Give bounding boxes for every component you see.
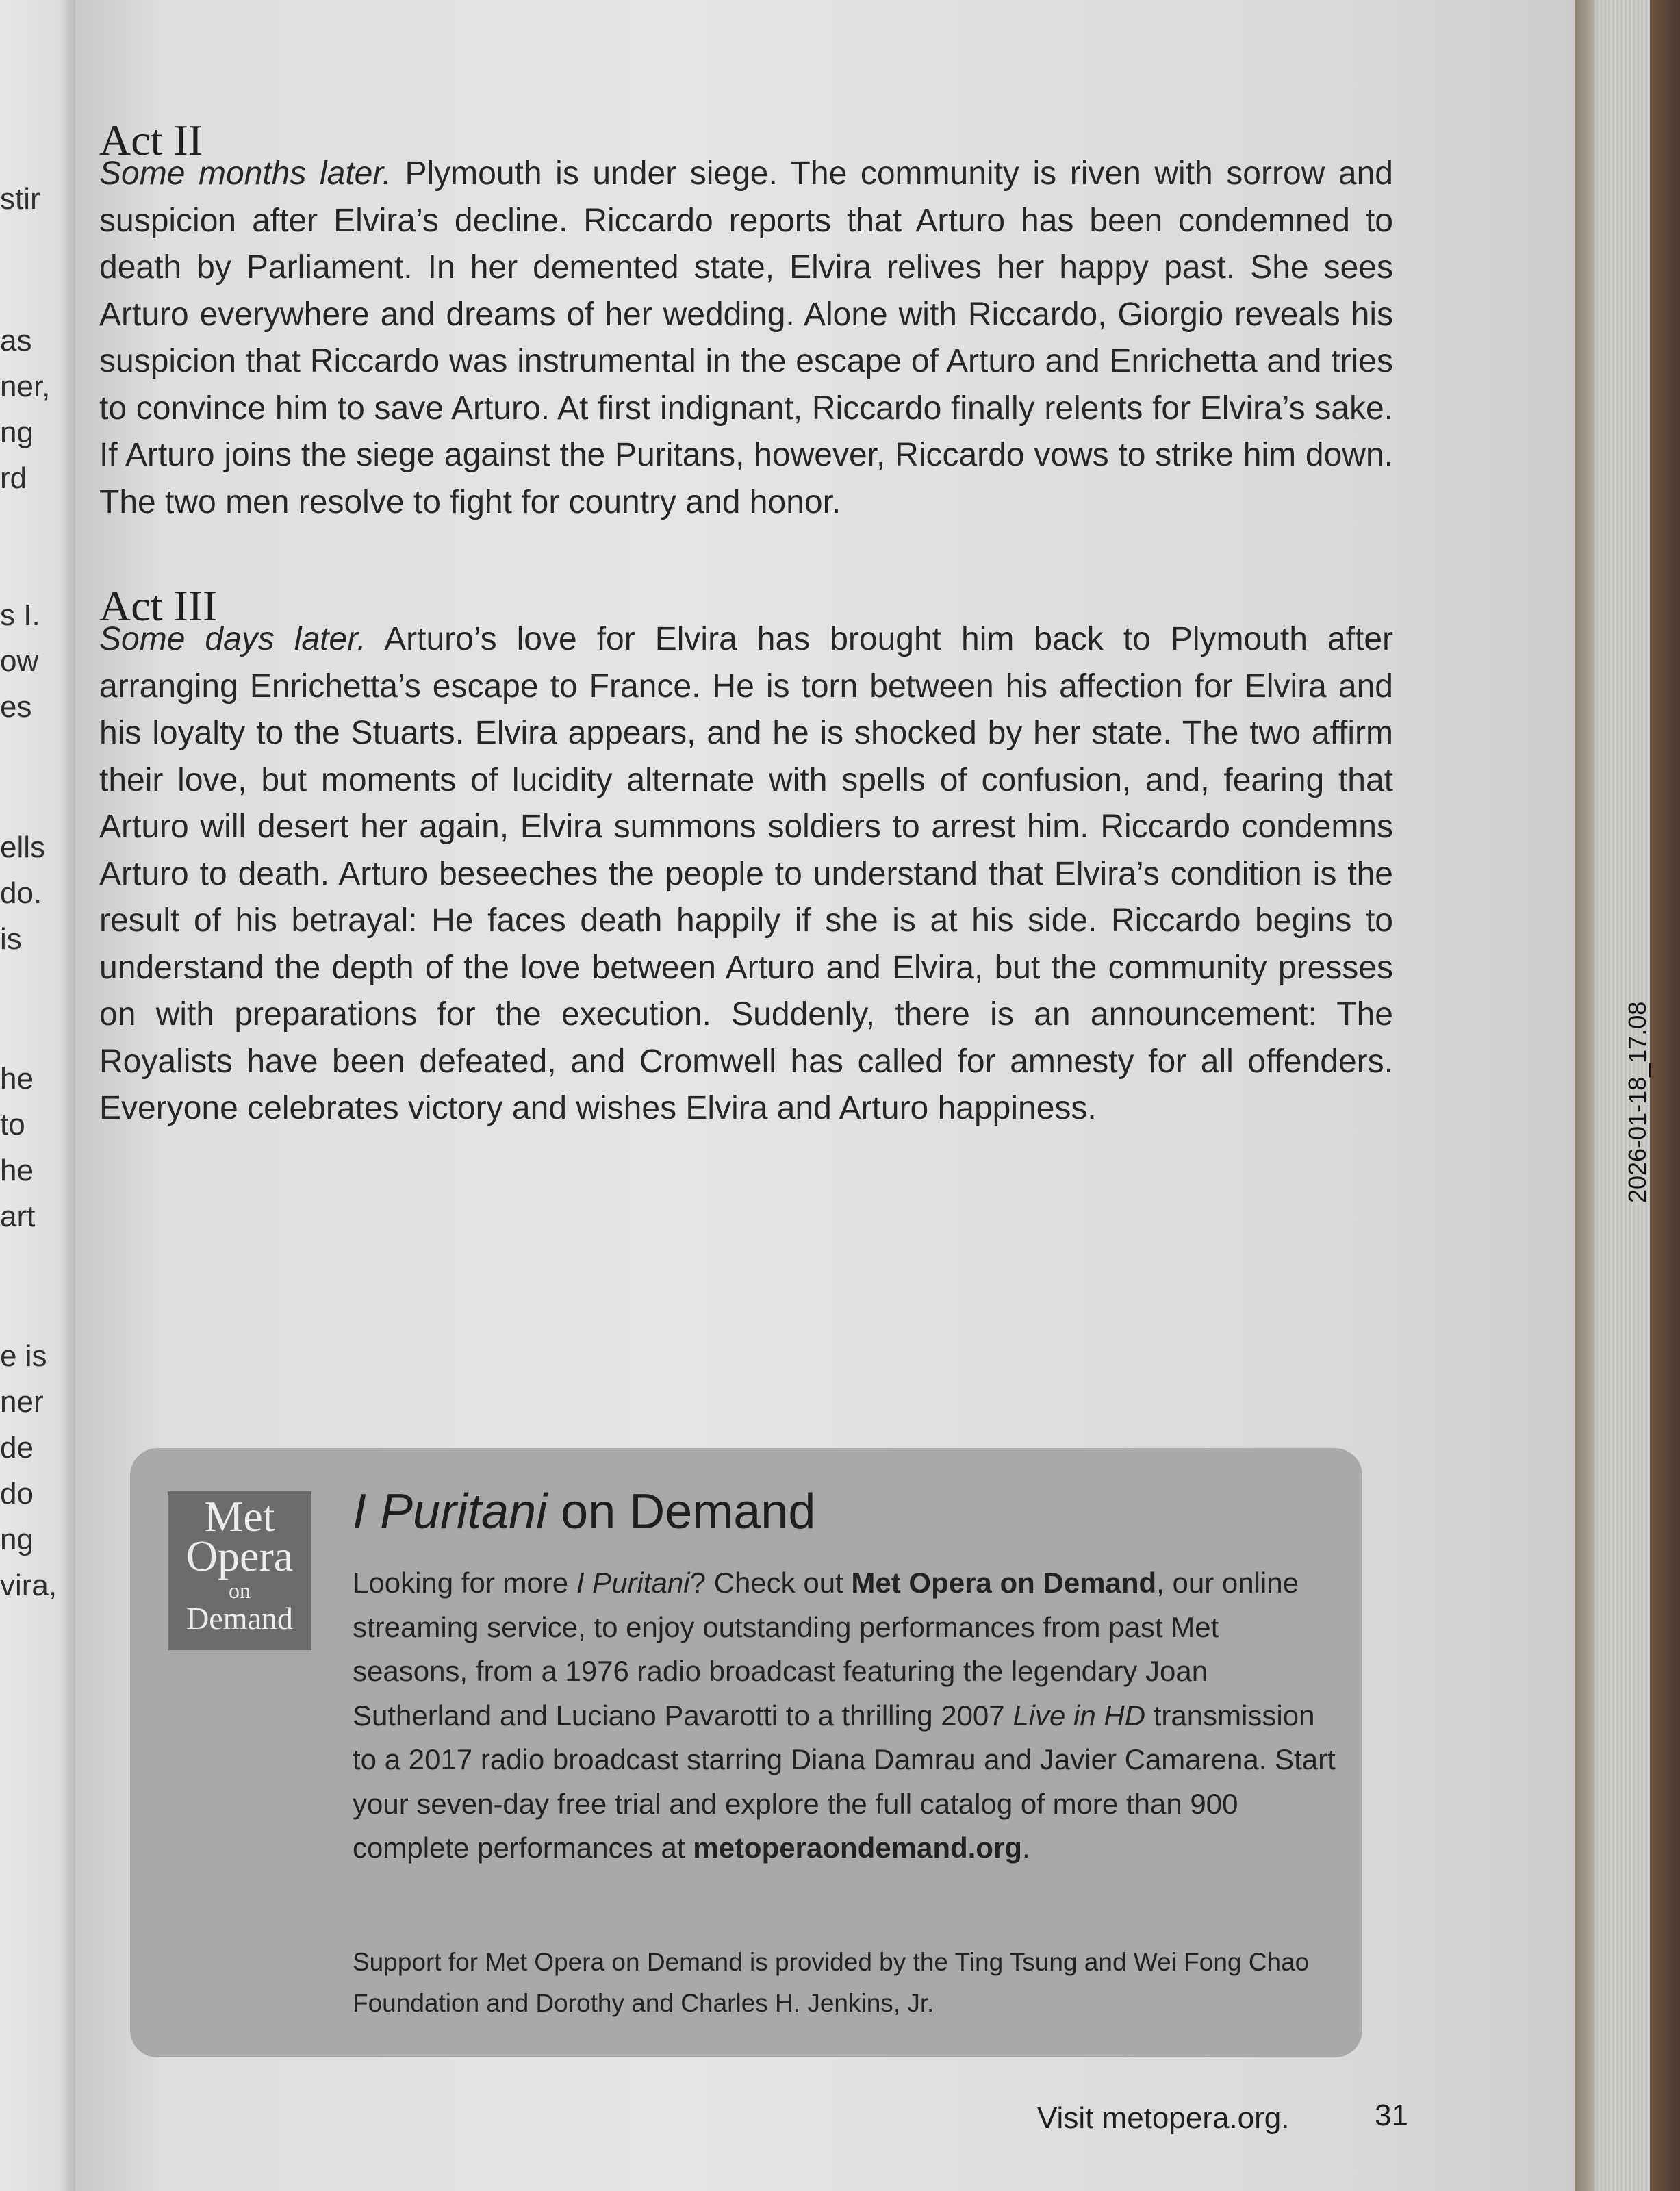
page-edge-shadow [1575, 0, 1595, 2191]
page-number: 31 [1375, 2099, 1408, 2132]
promo-text: , our online streaming service, to enjoy outstanding performances from past Met seasons, from a 1976 radio broadcast featuring the legendary Joan Sutherland and Luciano Pavarotti to a thrilling 2007 [353, 1567, 1299, 1732]
promo-title [353, 1482, 815, 1541]
promo-text: transmission to a 2017 radio broadcast starring Diana Damrau and Javier Camarena. Start your seven-day free trial and explore the full catalog of more than 900 complete performances at [353, 1699, 1336, 1864]
promo-text-bold: Met Opera on Demand [851, 1567, 1157, 1599]
background-strip [1650, 0, 1680, 2191]
promo-text: ? Check out [689, 1567, 852, 1599]
promo-text: Looking for more [353, 1567, 576, 1599]
left-fragment: do [0, 1477, 34, 1510]
act-ii-lead: Some months later. [99, 155, 392, 192]
left-fragment: s I. [0, 598, 40, 632]
left-fragment: ow [0, 644, 39, 678]
left-fragment: stir [0, 182, 40, 216]
logo-line-met: Met [204, 1492, 275, 1541]
promo-url: metoperaondemand.org [693, 1832, 1022, 1864]
left-fragment: he [0, 1062, 34, 1096]
left-fragment: de [0, 1431, 34, 1465]
logo-line-on: on [229, 1578, 251, 1603]
left-fragment: vira, [0, 1569, 58, 1602]
promo-text-italic: I Puritani [576, 1567, 690, 1599]
act-iii-synopsis [99, 616, 1393, 1132]
photo-timestamp: 2026-01-18_17.08 [1623, 1001, 1651, 1204]
act-ii-synopsis [99, 151, 1393, 526]
promo-text: . [1021, 1832, 1030, 1864]
promo-title-rest: on Demand [547, 1484, 816, 1539]
left-fragment: as [0, 324, 32, 357]
left-fragment: ells [0, 831, 46, 864]
met-opera-on-demand-logo [168, 1491, 311, 1650]
left-fragment: rd [0, 461, 27, 495]
act-iii-heading: Act III [99, 581, 218, 630]
left-fragment: do. [0, 876, 42, 910]
footer-visit-link: Visit metopera.org. [1037, 2101, 1290, 2135]
act-iii-body: Arturo’s love for Elvira has brought him back to Plymouth after arranging Enrichetta’s escape to France. He is torn between his affection for Elvira and his loyalty to the Stuarts. Elvira appears, and he is shocked by her state. The two affirm their love, but moments of lucidity alternate with spells of confusion, and, fearing that Arturo will desert her again, Elvira summons soldiers to arrest him. Riccardo condemns Arturo to death. Arturo beseeches the people to understand that Elvira’s condition is the result of his betrayal: He faces death happily if she is at his side. Riccardo begins to understand the depth of the love between Arturo and Elvira, but the community presses on with preparations for the execution. Suddenly, there is an announcement: The Royalists have been defeated, and Cromwell has called for amnesty for all offenders. Everyone celebrates victory and wishes Elvira and Arturo happiness. [99, 621, 1393, 1126]
left-fragment: ner [0, 1385, 44, 1419]
act-ii-body: Plymouth is under siege. The community is riven with sorrow and suspicion after Elvira’s decline. Riccardo reports that Arturo has been condemned to death by Parliament. In her demented state, Elvira relives her happy past. She sees Arturo everywhere and dreams of her wedding. Alone with Riccardo, Giorgio reveals his suspicion that Riccardo was instrumental in the escape of Arturo and Enrichetta and tries to convince him to save Arturo. At first indignant, Riccardo finally relents for Elvira’s sake. If Arturo joins the siege against the Puritans, however, Riccardo vows to strike him down. The two men resolve to fight for country and honor. [99, 155, 1393, 520]
left-fragment: art [0, 1200, 36, 1233]
act-iii-lead: Some days later. [99, 621, 366, 657]
left-fragment: ner, [0, 370, 51, 403]
logo-line-opera: Opera [186, 1532, 294, 1580]
left-fragment: to [0, 1108, 25, 1141]
act-ii-heading: Act II [99, 116, 203, 164]
left-fragment: ng [0, 416, 34, 449]
left-fragment: ng [0, 1523, 34, 1556]
promo-support-credit: Support for Met Opera on Demand is provided by the Ting Tsung and Wei Fong Chao Foundation and Dorothy and Charles H. Jenkins, Jr. [353, 1948, 1310, 2017]
promo-text-italic: Live in HD [1013, 1699, 1146, 1732]
logo-line-demand: Demand [186, 1601, 293, 1636]
left-fragment: is [0, 922, 22, 956]
promo-title-italic: I Puritani [353, 1484, 548, 1539]
left-fragment: es [0, 690, 32, 724]
left-fragment: he [0, 1154, 34, 1187]
left-fragment: e is [0, 1339, 47, 1373]
promo-body [353, 1561, 1338, 1871]
